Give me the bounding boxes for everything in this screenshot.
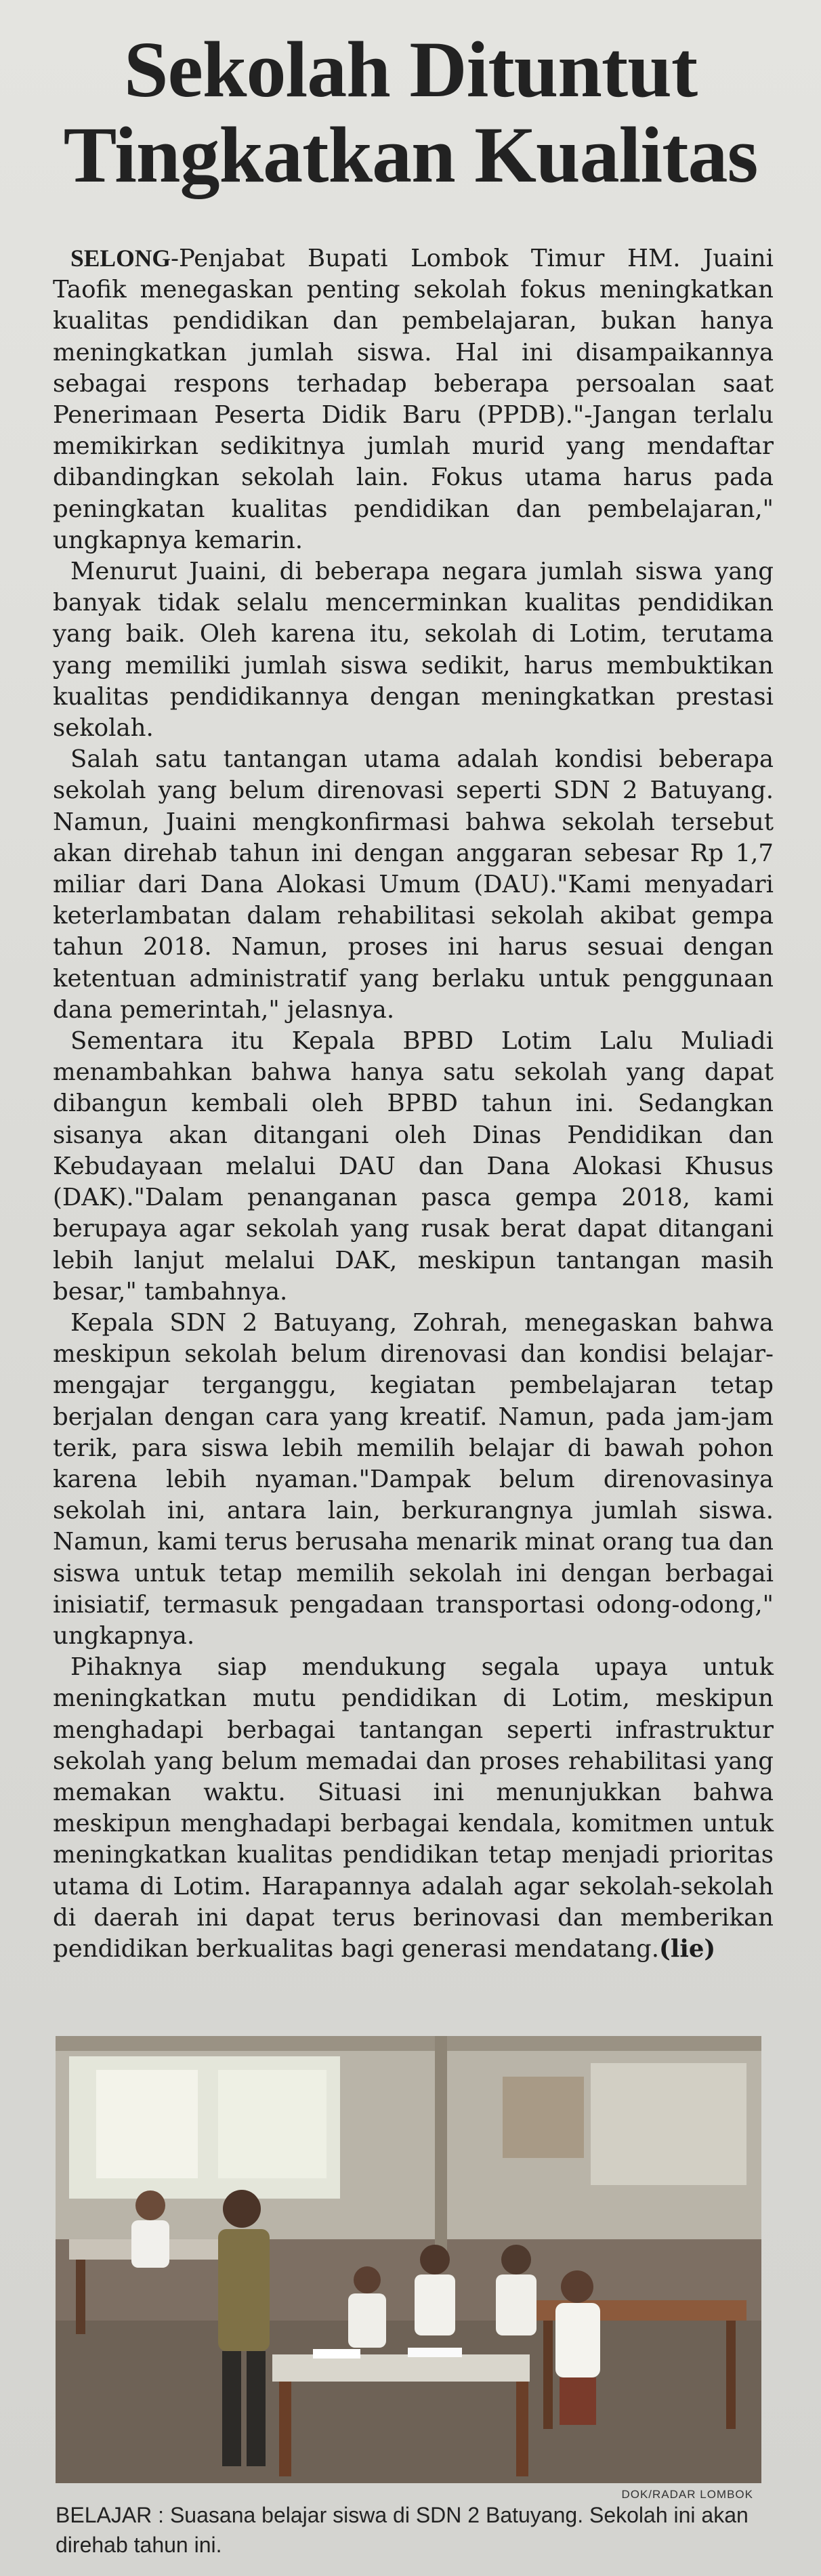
article-body xyxy=(53,243,774,1965)
headline-line-1: Sekolah Dituntut xyxy=(123,25,698,114)
photo-credit: DOK/RADAR LOMBOK xyxy=(621,2488,753,2501)
paragraph-3: Salah satu tantangan utama adalah kondisi beberapa sekolah yang belum direnovasi seperti SDN 2 Batuyang. Namun, Juaini mengkonfirmasi bahwa sekolah tersebut akan direhab tahun ini dengan anggaran sebesar Rp 1,7 miliar dari Dana Alokasi Umum (DAU)."Kami menyadari keterlambatan dalam rehabilitasi sekolah akibat gempa tahun 2018. Namun, proses ini harus sesuai dengan ketentuan administratif yang berlaku untuk penggunaan dana pemerintah," jelasnya. xyxy=(53,745,774,1024)
paragraph-2: Menurut Juaini, di beberapa negara jumlah siswa yang banyak tidak selalu mencerminkan kualitas pendidikan yang baik. Oleh karena itu, sekolah di Lotim, terutama yang memiliki jumlah siswa sedikit, harus membuktikan kualitas pendidikannya dengan meningkatkan prestasi sekolah. xyxy=(53,558,774,743)
classroom-photo xyxy=(56,2036,761,2483)
headline-line-2: Tingkatkan Kualitas xyxy=(63,110,758,199)
classroom-photo-illustration xyxy=(56,2036,761,2483)
headline xyxy=(0,27,821,198)
paragraph-1 xyxy=(53,243,774,556)
paragraph-4: Sementara itu Kepala BPBD Lotim Lalu Muliadi menambahkan bahwa hanya satu sekolah yang dapat dibangun kembali oleh BPBD tahun ini. Sedangkan sisanya akan ditangani oleh Dinas Pendidikan dan Kebudayaan melalui DAU dan Dana Alokasi Khusus (DAK)."Dalam penanganan pasca gempa 2018, kami berupaya agar sekolah yang rusak berat dapat ditangani lebih lanjut melalui DAK, meskipun tantangan masih besar," tambahnya. xyxy=(53,1027,774,1306)
paragraph-6 xyxy=(53,1652,774,1965)
paragraph-5: Kepala SDN 2 Batuyang, Zohrah, menegaskan bahwa meskipun sekolah belum direnovasi dan kondisi belajar-mengajar terganggu, kegiatan pembelajaran tetap berjalan dengan cara yang kreatif. Namun, pada jam-jam terik, para siswa lebih memilih belajar di bawah pohon karena lebih nyaman."Dampak belum direnovasinya sekolah ini, antara lain, berkurangnya jumlah siswa. Namun, kami terus berusaha menarik minat orang tua dan siswa untuk tetap memilih sekolah ini dengan berbagai inisiatif, termasuk pengadaan transportasi odong-odong," ungkapnya. xyxy=(53,1308,774,1650)
paragraph-6-text: Pihaknya siap mendukung segala upaya untuk meningkatkan mutu pendidikan di Lotim, meskipun menghadapi berbagai tantangan seperti infrastruktur sekolah yang belum memadai dan proses rehabilitasi yang memakan waktu. Situasi ini menunjukkan bahwa meskipun menghadapi berbagai kendala, komitmen untuk meningkatkan kualitas pendidikan tetap menjadi prioritas utama di Lotim. Harapannya adalah agar sekolah-sekolah di daerah ini dapat terus berinovasi dan memberikan pendidikan berkualitas bagi generasi mendatang. xyxy=(53,1653,774,1963)
author-initials: (lie) xyxy=(659,1934,716,1963)
dateline: SELONG xyxy=(70,245,171,272)
photo-caption: BELAJAR : Suasana belajar siswa di SDN 2 Batuyang. Sekolah ini akan direhab tahun ini. xyxy=(56,2503,749,2557)
paragraph-1-text: -Penjabat Bupati Lombok Timur HM. Juaini Taofik menegaskan penting sekolah fokus meningkatkan kualitas pendidikan dan pembelajaran, bukan hanya meningkatkan jumlah siswa. Hal ini disampaikannya sebagai respons terhadap beberapa persoalan saat Penerimaan Peserta Didik Baru (PPDB)."-Jangan terlalu memikirkan sedikitnya jumlah murid yang mendaftar dibandingkan sekolah lain. Fokus utama harus pada peningkatan kualitas pendidikan dan pembelajaran," ungkapnya kemarin. xyxy=(53,245,774,554)
